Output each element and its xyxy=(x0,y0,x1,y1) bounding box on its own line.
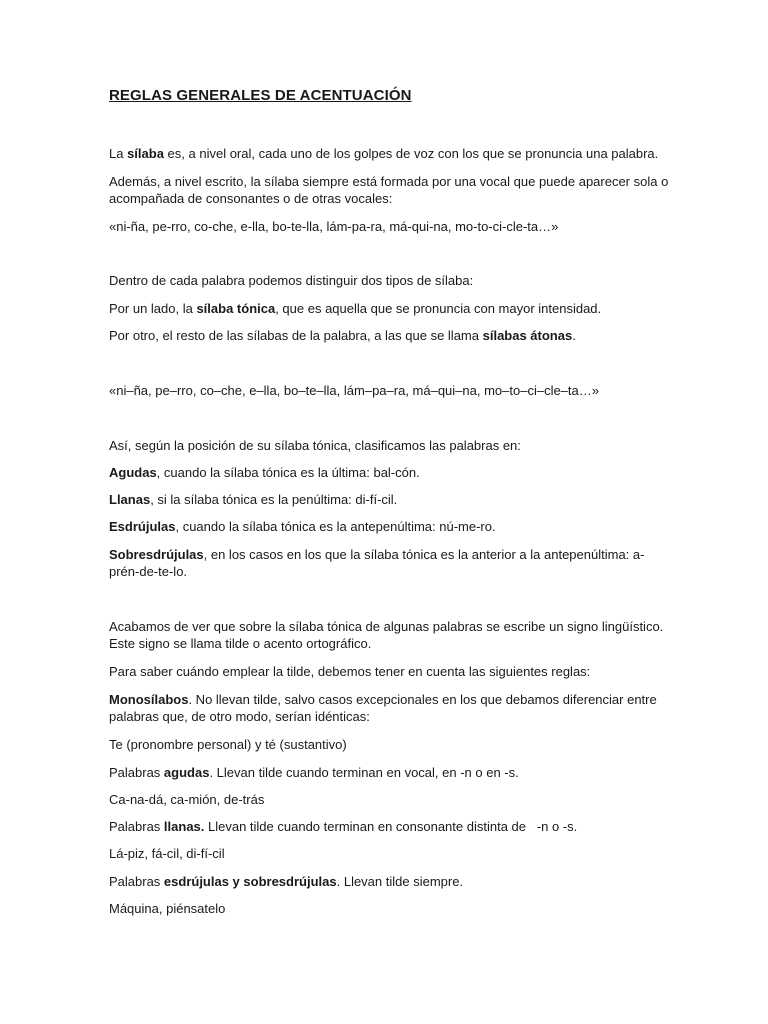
item-esdrujulas: Esdrújulas, cuando la sílaba tónica es la antepenúltima: nú-me-ro. xyxy=(109,519,496,534)
paragraph-rules-intro: Para saber cuándo emplear la tilde, debemos tener en cuenta las siguientes reglas: xyxy=(109,664,591,679)
example-syllables-hyphen: «ni-ña, pe-rro, co-che, e-lla, bo-te-lla, lám-pa-ra, má-qui-na, mo-to-ci-cle-ta…» xyxy=(109,219,559,234)
paragraph-silaba-definition: La sílaba es, a nivel oral, cada uno de los golpes de voz con los que se pronuncia una palabra. xyxy=(109,146,659,161)
item-agudas: Agudas, cuando la sílaba tónica es la última: bal-cón. xyxy=(109,465,420,480)
rule-monosilabos: Monosílabos. No llevan tilde, salvo casos excepcionales en los que debamos diferenciar entre palabras que, de otro modo, serían idénticas: xyxy=(109,692,657,724)
rule-esdrujulas-sobresdrujulas: Palabras esdrújulas y sobresdrújulas. Llevan tilde siempre. xyxy=(109,874,464,889)
paragraph-silaba-tonica: Por un lado, la sílaba tónica, que es aquella que se pronuncia con mayor intensidad. xyxy=(109,301,602,316)
example-agudas: Ca-na-dá, ca-mión, de-trás xyxy=(109,792,265,807)
item-llanas: Llanas, si la sílaba tónica es la penúltima: di-fí-cil. xyxy=(109,492,398,507)
example-monosilabos: Te (pronombre personal) y té (sustantivo) xyxy=(109,737,347,752)
paragraph-silaba-written: Además, a nivel escrito, la sílaba siempre está formada por una vocal que puede aparecer sola o acompañada de consonantes o de otras vocales: xyxy=(109,174,669,206)
item-sobresdrujulas: Sobresdrújulas, en los casos en los que la sílaba tónica es la anterior a la antepenúltima: a-prén-de-te-lo. xyxy=(109,547,645,579)
paragraph-two-types: Dentro de cada palabra podemos distinguir dos tipos de sílaba: xyxy=(109,273,474,288)
paragraph-tilde-intro: Acabamos de ver que sobre la sílaba tónica de algunas palabras se escribe un signo lingüístico. Este signo se llama tilde o acento ortográfico. xyxy=(109,619,664,651)
paragraph-silabas-atonas: Por otro, el resto de las sílabas de la palabra, a las que se llama sílabas átonas. xyxy=(109,328,576,343)
paragraph-classification: Así, según la posición de su sílaba tónica, clasificamos las palabras en: xyxy=(109,438,521,453)
example-esdrujulas: Máquina, piénsatelo xyxy=(109,901,226,916)
rule-agudas: Palabras agudas. Llevan tilde cuando terminan en vocal, en -n o en -s. xyxy=(109,765,519,780)
document-title: REGLAS GENERALES DE ACENTUACIÓN xyxy=(109,87,412,104)
rule-llanas: Palabras llanas. Llevan tilde cuando terminan en consonante distinta de -n o -s. xyxy=(109,819,578,834)
example-syllables-dash: «ni–ña, pe–rro, co–che, e–lla, bo–te–lla, lám–pa–ra, má–qui–na, mo–to–ci–cle–ta…» xyxy=(109,383,599,398)
example-llanas: Lá-piz, fá-cil, di-fí-cil xyxy=(109,846,225,861)
